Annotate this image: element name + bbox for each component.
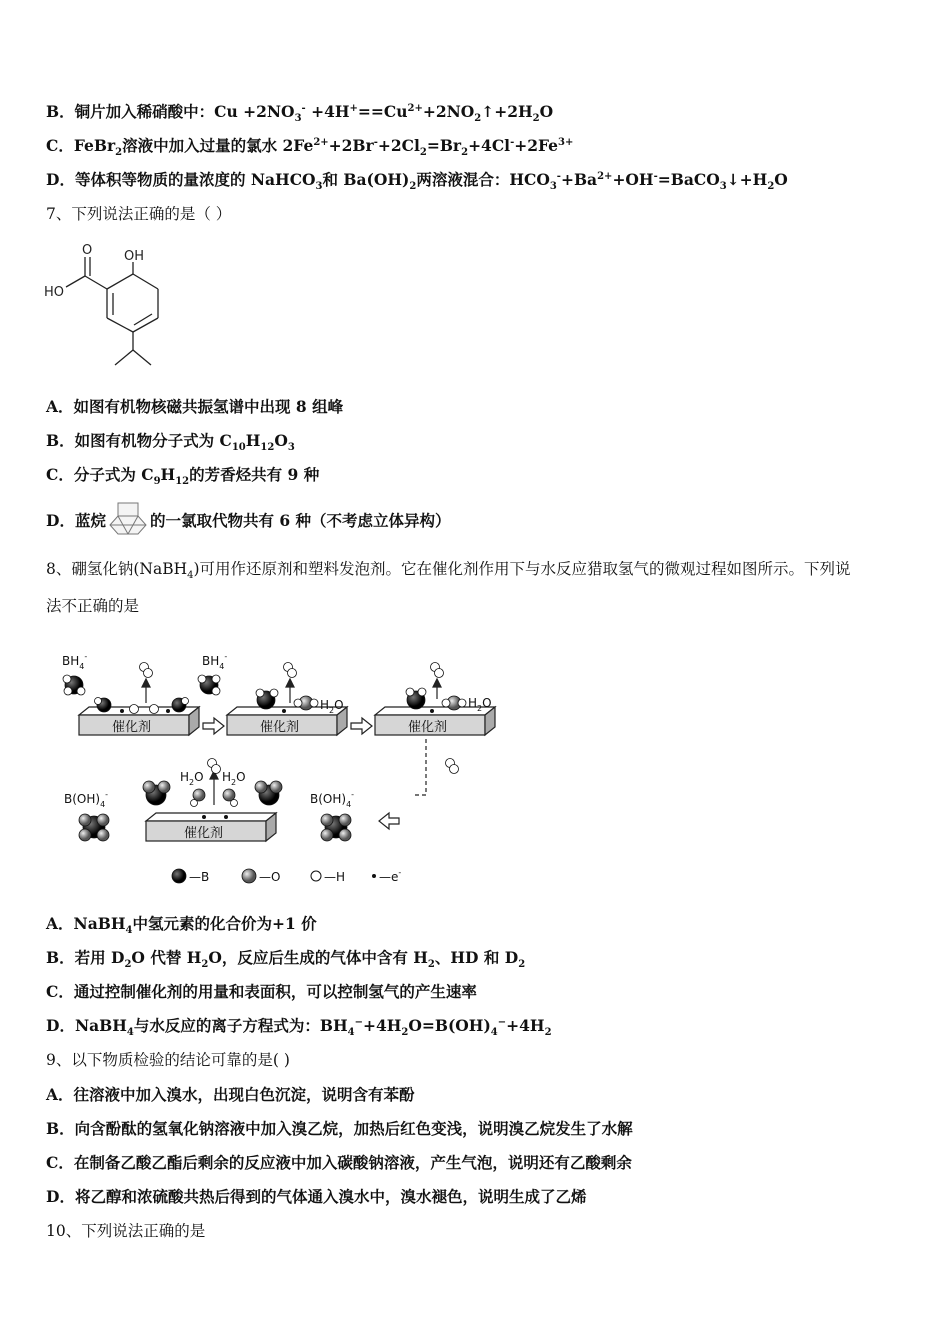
h2o-label-4a: $H_2O$: [180, 770, 204, 787]
q9-option-d: D．将乙醇和浓硫酸共热后得到的气体通入溴水中，溴水褪色，说明生成了乙烯: [46, 1187, 587, 1206]
q8-option-b: B．若用 $D_2O$ 代替 $H_2O$，反应后生成的气体中含有 $H_2$、HD 和 $D_2$: [46, 948, 526, 971]
q6-option-b: B．铜片加入稀硝酸中：$Cu +2NO_3^-$ $+4H^+==Cu^{2+}+2NO_2↑+2H_2O$: [46, 102, 554, 125]
hydroxyl-oh-label: OH: [124, 249, 145, 264]
q6-option-d: D．等体积等物质的量浓度的 NaHCO$_3$和 $Ba(OH)_2$两溶液混合：$HCO_3^-+Ba^{2+}+OH^-=BaCO_3↓+H_2O$: [46, 170, 788, 193]
q7-option-c: C．分子式为 $C_9H_{12}$的芳香烃共有 9 种: [46, 465, 320, 488]
q9-option-a: A．往溶液中加入溴水，出现白色沉淀，说明含有苯酚: [46, 1085, 415, 1104]
q7-option-d: D．蓝烷 的一氯取代物共有 6 种（不考虑立体异构）: [46, 511, 451, 531]
q8-option-c: C．通过控制催化剂的用量和表面积，可以控制氢气的产生速率: [46, 982, 477, 1001]
q8-stem-line1: 8、硼氢化钠(NaBH$_4$)可用作还原剂和塑料发泡剂。它在催化剂作用下与水反应猎取氢气的微观过程如图所示。下列说: [46, 560, 851, 582]
q9-option-c: C．在制备乙酸乙酯后剩余的反应液中加入碳酸钠溶液，产生气泡，说明还有乙酸剩余: [46, 1153, 632, 1172]
carbonyl-o-label: O: [82, 243, 93, 258]
h2o-label-4b: $H_2O$: [222, 770, 246, 787]
q9-option-b: B．向含酚酞的氢氧化钠溶液中加入溴乙烷，加热后红色变浅，说明溴乙烷发生了水解: [46, 1119, 633, 1138]
q8-mechanism-figure: [54, 645, 504, 895]
catalyst-label-4: 催化剂: [184, 826, 224, 841]
legend-e: —e-: [379, 868, 402, 884]
bluane-structure-icon: [106, 501, 150, 537]
catalyst-label-1: 催化剂: [112, 720, 152, 735]
figure-legend: [172, 868, 401, 884]
q6-option-c: C．FeBr$_2$溶液中加入过量的氯水 $2Fe^{2+}+2Br^-+2Cl_2=Br_2+4Cl^-+2Fe^{3+}$: [46, 136, 574, 159]
boh4-label-left: $B(OH)_4^-$: [64, 790, 109, 809]
legend-h: —H: [324, 870, 346, 884]
carboxyl-ho-label: HO: [44, 285, 65, 300]
q8-option-d: D．NaBH$_4$与水反应的离子方程式为：$BH_4^-+4H_2O=B(OH)_4^-+4H_2$: [46, 1016, 552, 1039]
q7-stem: 7、下列说法正确的是（ ）: [46, 205, 232, 223]
q7-structure-figure: [40, 240, 170, 380]
catalyst-label-3: 催化剂: [408, 720, 448, 735]
q7-option-a: A．如图有机物核磁共振氢谱中出现 8 组峰: [46, 397, 344, 416]
q9-stem: 9、以下物质检验的结论可靠的是( ): [46, 1051, 290, 1069]
legend-o: —O: [259, 870, 281, 884]
h2o-label-2: $H_2O$: [320, 698, 344, 715]
q10-stem: 10、下列说法正确的是: [46, 1222, 206, 1240]
ring-bonds: [66, 257, 158, 365]
bh4-label-right: $BH_4^-$: [202, 652, 228, 671]
catalyst-label-2: 催化剂: [260, 720, 300, 735]
q8-option-a: A．NaBH$_4$中氢元素的化合价为+1 价: [46, 914, 317, 937]
q7-option-b: B．如图有机物分子式为 $C_{10}H_{12}O_3$: [46, 431, 295, 454]
legend-b: —B: [189, 870, 210, 884]
boh4-label-right: $B(OH)_4^-$: [310, 790, 355, 809]
q8-stem-line2: 法不正确的是: [46, 597, 140, 615]
bh4-label-left: $BH_4^-$: [62, 652, 88, 671]
h2o-label-3: $H_2O$: [468, 696, 492, 713]
